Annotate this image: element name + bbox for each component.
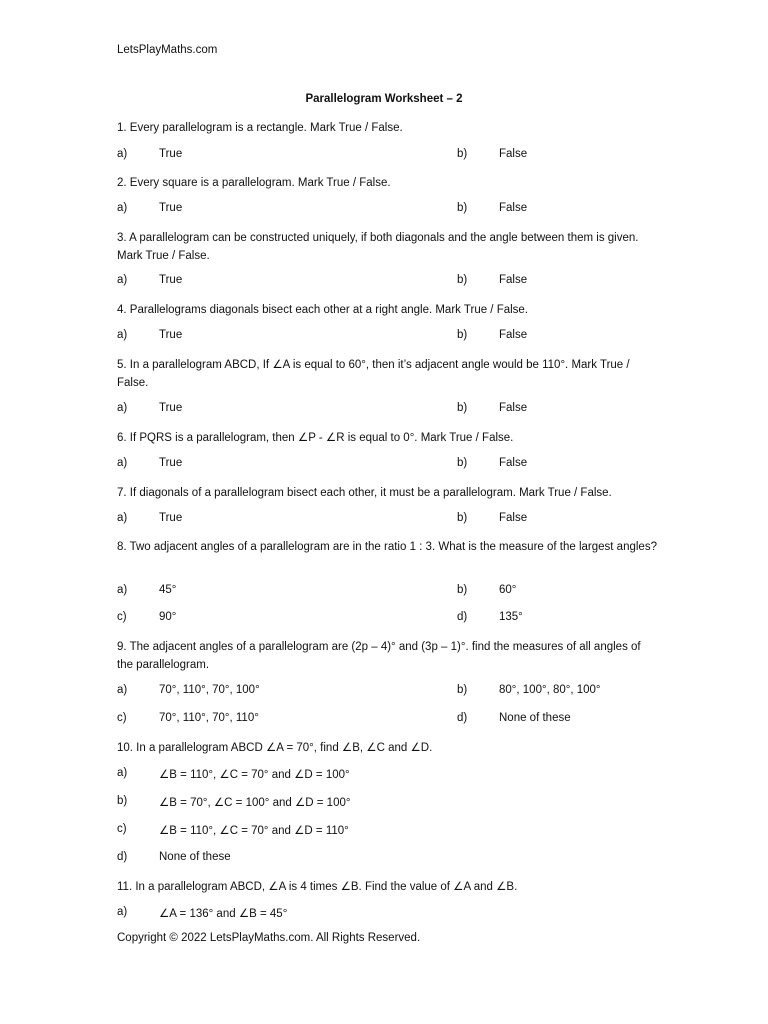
- option-text: None of these: [499, 712, 571, 724]
- option-text: False: [499, 148, 528, 160]
- option-label: a): [117, 684, 128, 696]
- option-text: True: [159, 202, 183, 214]
- option-text: False: [499, 457, 528, 469]
- option-label: c): [117, 823, 127, 835]
- question-text: 5. In a parallelogram ABCD, If ∠A is equal to 60°, then it’s adjacent angle would be 110°. Mark True / False.: [117, 359, 630, 389]
- option-label: a): [117, 906, 128, 918]
- option-label: b): [457, 329, 468, 341]
- option-label: d): [457, 611, 468, 623]
- option-label: b): [457, 684, 468, 696]
- option-label: a): [117, 457, 128, 469]
- option-text: 70°, 110°, 70°, 100°: [159, 684, 260, 696]
- option-label: b): [457, 457, 468, 469]
- option-text: 70°, 110°, 70°, 110°: [159, 712, 259, 724]
- option-text: True: [159, 274, 183, 286]
- option-text: True: [159, 329, 183, 341]
- question-text: 2. Every square is a parallelogram. Mark True / False.: [117, 177, 391, 189]
- worksheet-title: Parallelogram Worksheet – 2: [305, 93, 463, 105]
- option-label: b): [457, 512, 468, 524]
- option-label: a): [117, 402, 128, 414]
- option-label: a): [117, 329, 128, 341]
- question-text: 6. If PQRS is a parallelogram, then ∠P - ∠R is equal to 0°. Mark True / False.: [117, 432, 514, 444]
- option-text: ∠B = 110°, ∠C = 70° and ∠D = 100°: [159, 769, 350, 781]
- question-text: 7. If diagonals of a parallelogram bisect each other, it must be a parallelogram. Mark True / False.: [117, 487, 612, 499]
- question-text: 11. In a parallelogram ABCD, ∠A is 4 times ∠B. Find the value of ∠A and ∠B.: [117, 881, 518, 893]
- question-text: 8. Two adjacent angles of a parallelogram are in the ratio 1 : 3. What is the measure of the largest angles?: [117, 541, 657, 553]
- option-label: a): [117, 512, 128, 524]
- option-text: ∠B = 70°, ∠C = 100° and ∠D = 100°: [159, 797, 351, 809]
- option-text: False: [499, 402, 528, 414]
- option-label: a): [117, 274, 128, 286]
- option-text: 90°: [159, 611, 177, 623]
- option-label: b): [457, 402, 468, 414]
- question-text: 1. Every parallelogram is a rectangle. Mark True / False.: [117, 122, 403, 134]
- option-label: d): [457, 712, 468, 724]
- option-text: None of these: [159, 851, 231, 863]
- option-text: True: [159, 512, 183, 524]
- option-label: a): [117, 584, 128, 596]
- option-label: a): [117, 767, 128, 779]
- option-label: b): [457, 148, 468, 160]
- option-text: ∠A = 136° and ∠B = 45°: [159, 908, 288, 920]
- option-text: False: [499, 512, 528, 524]
- option-text: ∠B = 110°, ∠C = 70° and ∠D = 110°: [159, 825, 349, 837]
- site-name: LetsPlayMaths.com: [117, 44, 218, 56]
- option-label: a): [117, 148, 128, 160]
- option-label: a): [117, 202, 128, 214]
- option-text: True: [159, 402, 183, 414]
- option-label: b): [457, 584, 468, 596]
- question-text: 10. In a parallelogram ABCD ∠A = 70°, find ∠B, ∠C and ∠D.: [117, 742, 433, 754]
- question-text: 9. The adjacent angles of a parallelogram are (2p – 4)° and (3p – 1)°. find the measures of all angles of the parallelogram.: [117, 641, 641, 671]
- question-text: 3. A parallelogram can be constructed uniquely, if both diagonals and the angle between them is given. Mark True / False.: [117, 232, 639, 262]
- option-text: 60°: [499, 584, 517, 596]
- option-text: 45°: [159, 584, 177, 596]
- option-text: True: [159, 457, 183, 469]
- option-label: b): [117, 795, 128, 807]
- question-text: 4. Parallelograms diagonals bisect each other at a right angle. Mark True / False.: [117, 304, 529, 316]
- option-label: c): [117, 611, 127, 623]
- option-text: 135°: [499, 611, 523, 623]
- option-text: 80°, 100°, 80°, 100°: [499, 684, 601, 696]
- option-text: False: [499, 274, 528, 286]
- option-label: b): [457, 274, 468, 286]
- copyright-footer: Copyright © 2022 LetsPlayMaths.com. All Rights Reserved.: [117, 932, 421, 944]
- option-label: d): [117, 851, 128, 863]
- option-label: c): [117, 712, 127, 724]
- option-text: False: [499, 329, 528, 341]
- option-text: True: [159, 148, 183, 160]
- option-text: False: [499, 202, 528, 214]
- option-label: b): [457, 202, 468, 214]
